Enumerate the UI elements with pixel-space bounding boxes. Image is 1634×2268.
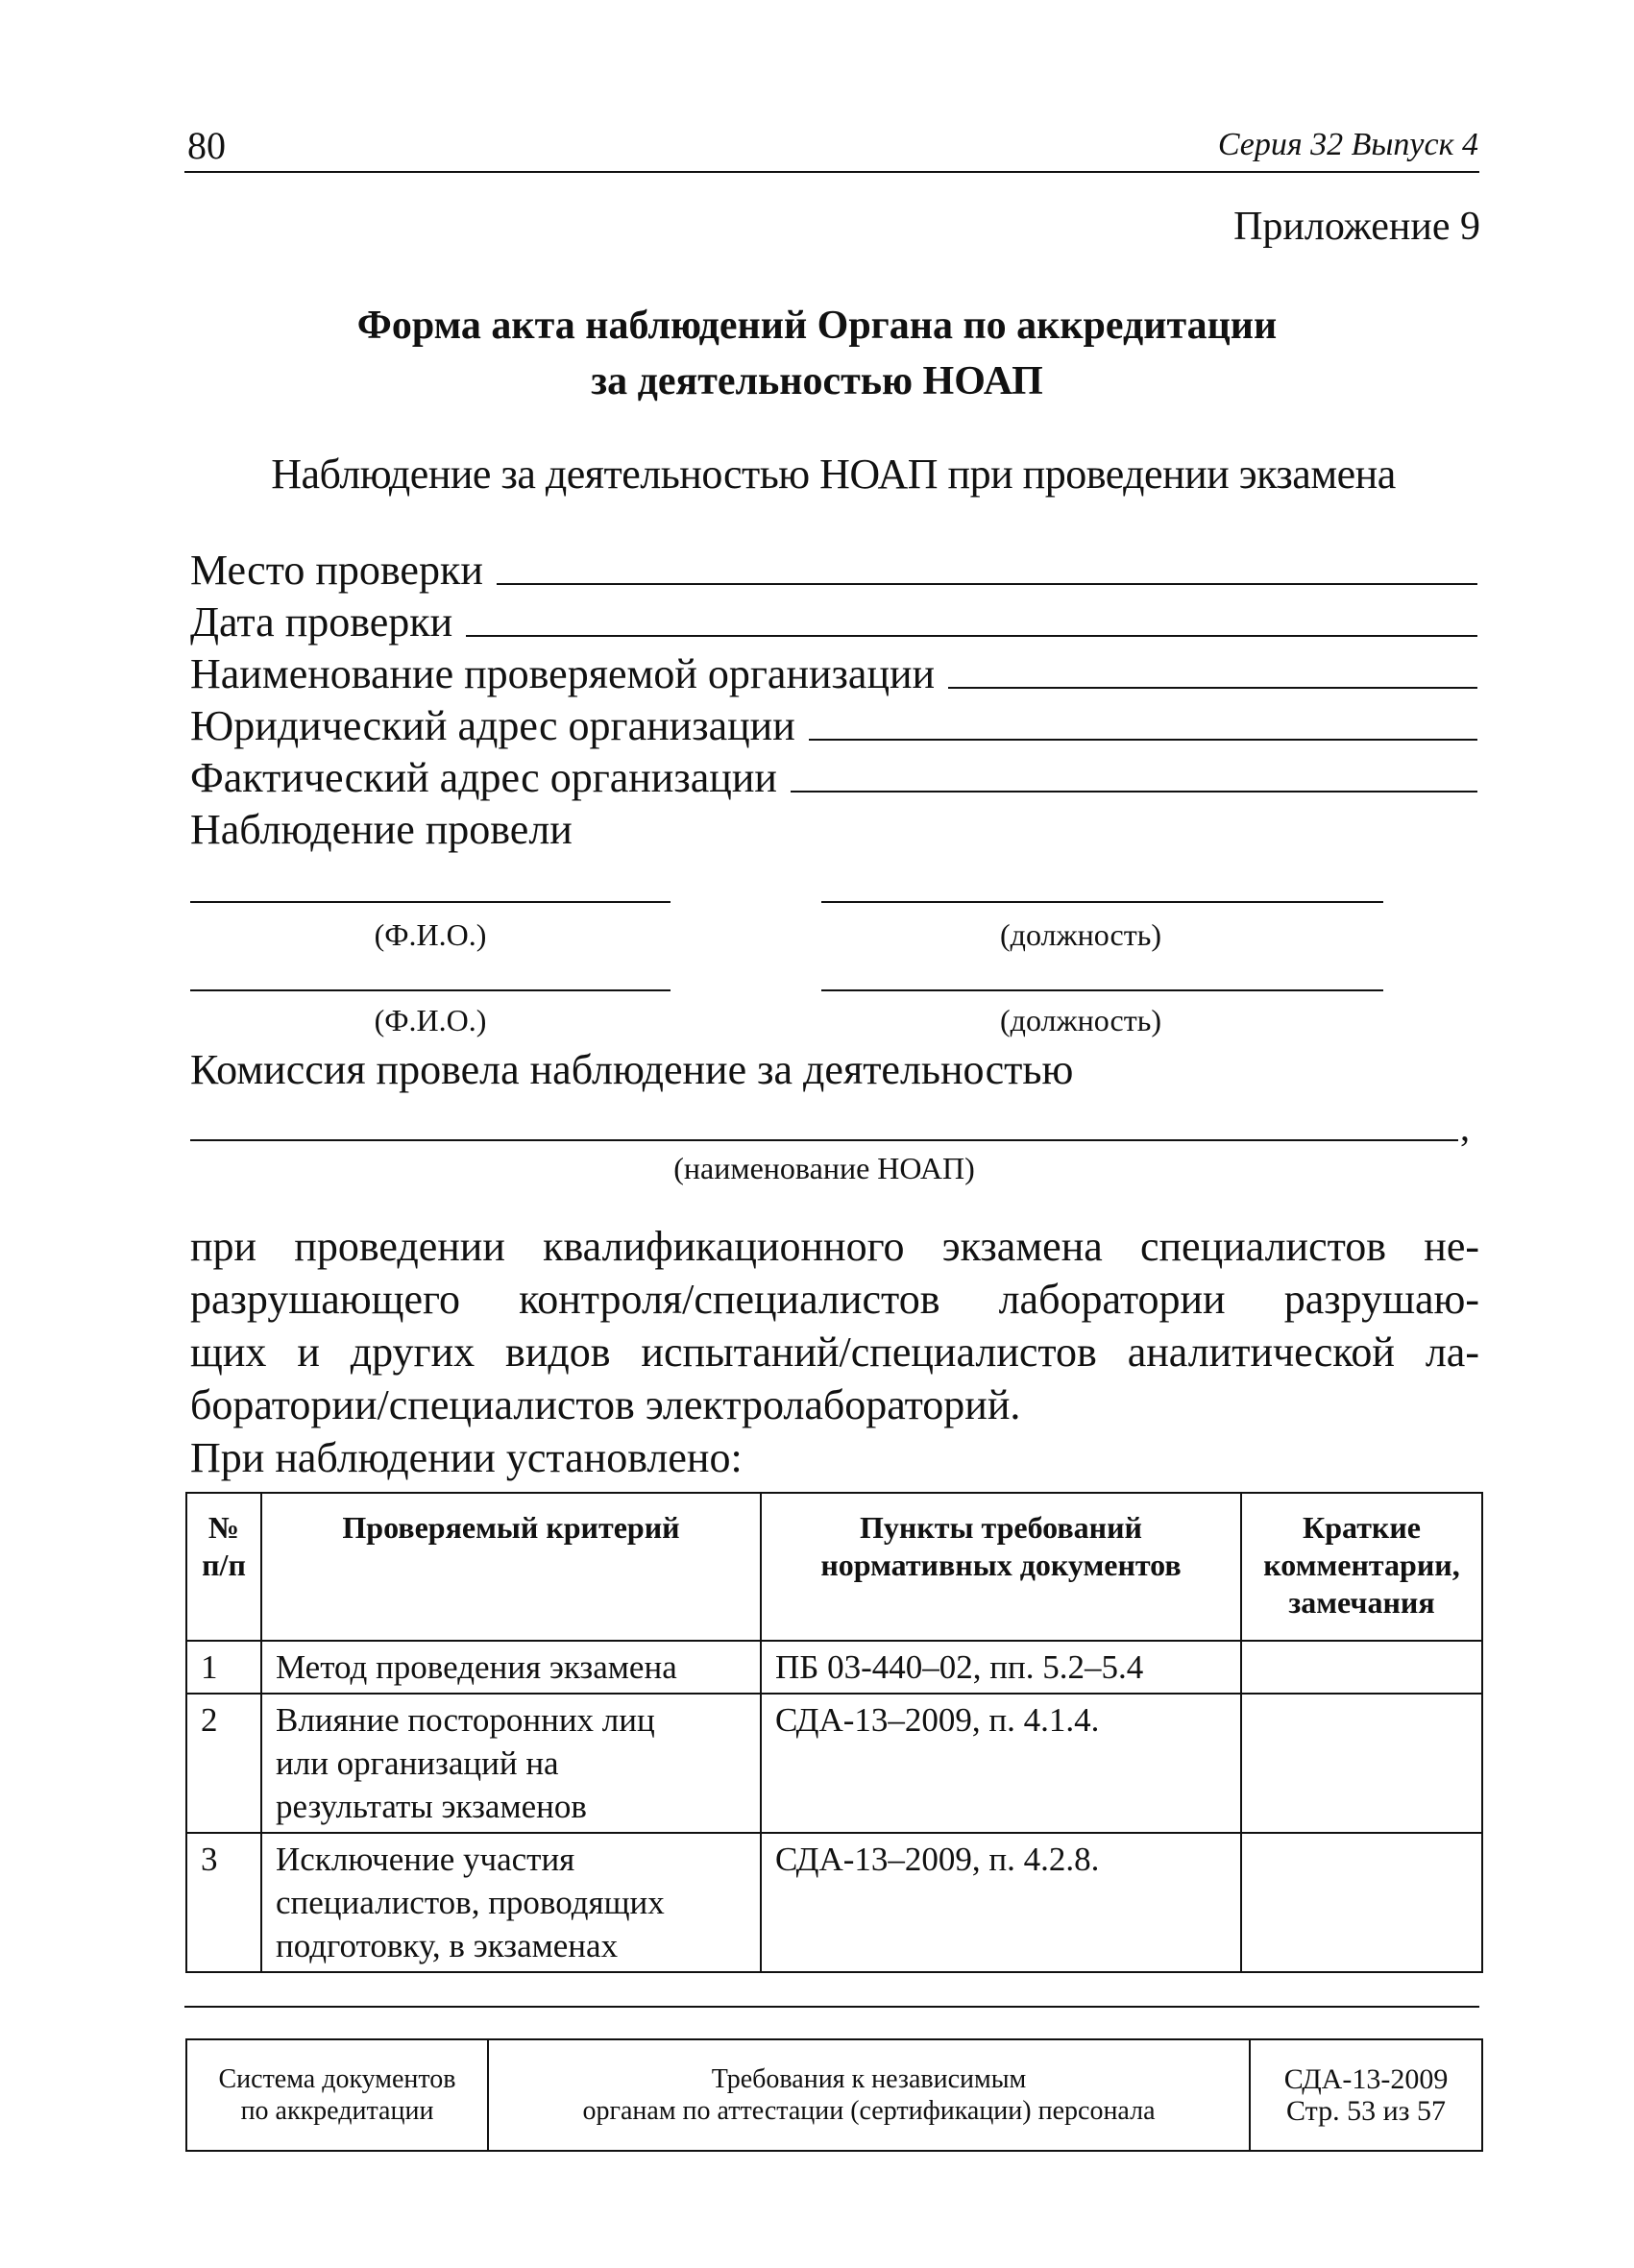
paragraph-line: при проведении квалификационного экзамена специалистов не- [190,1223,1479,1270]
footer-page-count: Стр. 53 из 57 [1286,2095,1446,2127]
col-header-comments-line: Краткие [1303,1510,1421,1545]
col-header-number [186,1493,261,1641]
footer-requirements-title [488,2039,1250,2151]
legal-address-label: Юридический адрес организации [190,702,795,749]
observer-2-position-caption: (должность) [1000,1003,1161,1037]
observer-1-fio-caption: (Ф.И.О.) [374,917,487,952]
paragraph-line: боратории/специалистов электролабораторий. [190,1381,1021,1428]
footer-requirements-line: органам по аттестации (сертификации) персонала [582,2096,1156,2126]
criteria-table [185,1492,1483,1973]
table-row [186,1641,1482,1694]
header-rule [184,171,1479,173]
actual-address-blank[interactable] [791,790,1477,793]
inspection-place-blank[interactable] [497,582,1477,585]
noap-name-blank[interactable] [190,1139,1458,1141]
inspection-place-label: Место проверки [190,547,483,594]
row-comment[interactable] [1241,1833,1482,1972]
col-header-number-line: № [207,1510,240,1545]
footer-table [185,2038,1483,2152]
row-criterion [261,1641,761,1694]
row-criterion-line: специалистов, проводящих [276,1884,665,1921]
row-criterion-line: Влияние посторонних лиц [276,1701,655,1739]
observer-2-fio-blank[interactable] [190,989,671,991]
organization-name-field [190,648,1477,698]
footer-doc-system-line: Система документов [218,2064,456,2094]
col-header-requirements-line: Пункты требований [860,1510,1142,1545]
page-number: 80 [187,124,226,167]
footer-doc-system-line: по аккредитации [240,2096,434,2126]
row-criterion-line: или организаций на [276,1744,559,1782]
observer-1-fio-blank[interactable] [190,901,671,903]
row-requirement: ПБ 03-440–02, пп. 5.2–5.4 [761,1641,1241,1694]
established-heading: При наблюдении установлено: [190,1434,743,1481]
col-header-number-line: п/п [202,1548,246,1582]
table-header-row [186,1493,1482,1641]
actual-address-label: Фактический адрес организации [190,754,777,801]
appendix-label: Приложение 9 [1233,205,1480,249]
observer-2-position-blank[interactable] [821,989,1383,991]
footer-doc-code-line: СДА-13-2009 [1283,2063,1449,2095]
row-number: 1 [186,1641,261,1694]
inspection-date-blank[interactable] [466,634,1477,637]
footer-row [186,2039,1482,2151]
table-row [186,1833,1482,1972]
col-header-criterion: Проверяемый критерий [261,1493,761,1641]
form-subtitle: Наблюдение за деятельностью НОАП при проведении экзамена [271,451,1396,498]
form-title-line-1: Форма акта наблюдений Органа по аккредитации [356,304,1278,348]
commission-text: Комиссия провела наблюдение за деятельностью [190,1046,1074,1093]
legal-address-field [190,700,1477,750]
inspection-date-label: Дата проверки [190,598,453,646]
row-criterion-line: результаты экзаменов [276,1788,587,1825]
observers-field [190,804,1477,854]
paragraph-line: щих и других видов испытаний/специалистов аналитической ла- [190,1329,1479,1376]
noap-name-caption: (наименование НОАП) [673,1151,975,1185]
row-requirement: СДА-13–2009, п. 4.2.8. [761,1833,1241,1972]
row-criterion [261,1833,761,1972]
row-comment[interactable] [1241,1694,1482,1833]
actual-address-field [190,752,1477,802]
footer-rule [184,2006,1479,2008]
inspection-place-field [190,545,1477,595]
footer-doc-code [1250,2039,1482,2151]
observers-label: Наблюдение провели [190,806,573,853]
series-label: Серия 32 Выпуск 4 [1217,127,1478,162]
row-number: 2 [186,1694,261,1833]
observer-1-position-blank[interactable] [821,901,1383,903]
col-header-comments-line: замечания [1288,1585,1435,1620]
observer-1-position-caption: (должность) [1000,917,1161,952]
col-header-comments-line: комментарии, [1263,1548,1460,1582]
observer-2-fio-caption: (Ф.И.О.) [374,1003,487,1037]
exam-description-paragraph [190,1220,1479,1431]
paragraph-line: разрушающего контроля/специалистов лаборатории разрушаю- [190,1276,1479,1323]
noap-comma: , [1460,1106,1470,1149]
col-header-comments [1241,1493,1482,1641]
organization-name-blank[interactable] [948,686,1477,689]
legal-address-blank[interactable] [809,738,1477,741]
table-row [186,1694,1482,1833]
col-header-requirements-line: нормативных документов [820,1548,1182,1582]
col-header-requirements [761,1493,1241,1641]
row-criterion-line: Метод проведения экзамена [276,1648,677,1686]
row-criterion-line: Исключение участия [276,1841,575,1878]
form-title-line-2: за деятельностью НОАП [591,359,1043,403]
organization-name-label: Наименование проверяемой организации [190,650,936,697]
row-requirement: СДА-13–2009, п. 4.1.4. [761,1694,1241,1833]
inspection-date-field [190,597,1477,646]
row-criterion-line: подготовку, в экзаменах [276,1927,619,1964]
row-comment[interactable] [1241,1641,1482,1694]
row-criterion [261,1694,761,1833]
footer-doc-system [186,2039,488,2151]
row-number: 3 [186,1833,261,1972]
footer-requirements-line: Требования к независимым [711,2064,1027,2094]
